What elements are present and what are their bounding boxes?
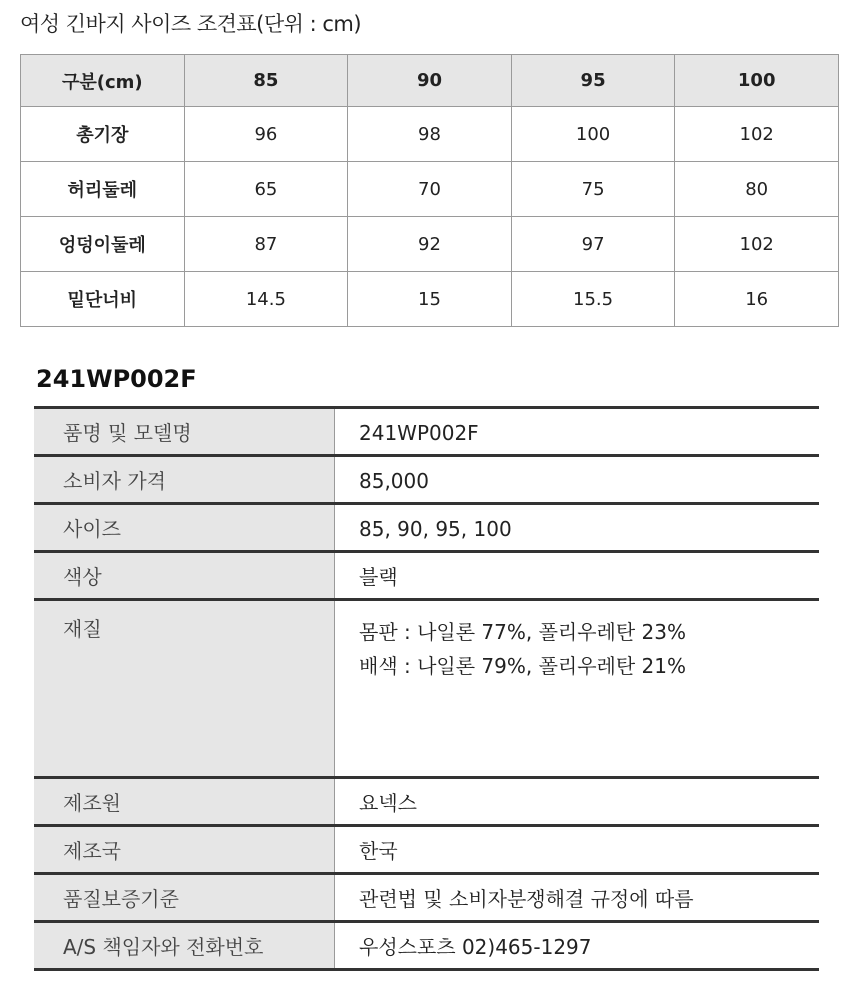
table-cell: 92	[348, 217, 512, 272]
spec-label: 제조원	[34, 779, 335, 824]
spec-value: 요넥스	[359, 791, 417, 815]
model-heading: 241WP002F	[36, 365, 197, 393]
table-row	[21, 107, 839, 162]
table-cell: 15.5	[511, 272, 675, 327]
table-row	[21, 272, 839, 327]
table-cell: 97	[511, 217, 675, 272]
table-cell: 70	[348, 162, 512, 217]
spec-row-size	[34, 502, 819, 550]
table-cell: 102	[675, 217, 839, 272]
table-row	[21, 162, 839, 217]
spec-row-as-contact	[34, 920, 819, 971]
spec-value	[335, 601, 819, 776]
row-label-total-length: 총기장	[21, 107, 185, 162]
header-cell-85: 85	[184, 55, 348, 107]
spec-row-price	[34, 454, 819, 502]
spec-row-country	[34, 824, 819, 872]
spec-label: 소비자 가격	[34, 457, 335, 502]
size-chart-table	[20, 54, 839, 327]
header-cell-95: 95	[511, 55, 675, 107]
material-line-body: 몸판 : 나일론 77%, 폴리우레탄 23%	[359, 620, 686, 644]
table-cell: 65	[184, 162, 348, 217]
table-row	[21, 217, 839, 272]
row-label-hip: 엉덩이둘레	[21, 217, 185, 272]
spec-row-model	[34, 406, 819, 454]
spec-label: 색상	[34, 553, 335, 598]
spec-label: 품질보증기준	[34, 875, 335, 920]
header-cell-90: 90	[348, 55, 512, 107]
table-cell: 96	[184, 107, 348, 162]
header-cell-category: 구분(cm)	[21, 55, 185, 107]
spec-label: A/S 책임자와 전화번호	[34, 923, 335, 968]
table-cell: 98	[348, 107, 512, 162]
table-cell: 15	[348, 272, 512, 327]
spec-row-warranty	[34, 872, 819, 920]
table-cell: 102	[675, 107, 839, 162]
table-cell: 100	[511, 107, 675, 162]
spec-label: 재질	[34, 601, 335, 776]
table-cell: 16	[675, 272, 839, 327]
spec-value: 한국	[359, 839, 398, 863]
material-line-trim: 배색 : 나일론 79%, 폴리우레탄 21%	[359, 654, 686, 678]
spec-value: 85, 90, 95, 100	[359, 517, 512, 541]
spec-label: 제조국	[34, 827, 335, 872]
spec-value: 241WP002F	[359, 421, 479, 445]
size-chart-title: 여성 긴바지 사이즈 조견표(단위 : cm)	[20, 12, 362, 36]
row-label-hem-width: 밑단너비	[21, 272, 185, 327]
table-cell: 75	[511, 162, 675, 217]
product-spec-table	[34, 406, 819, 971]
spec-row-material	[34, 598, 819, 776]
spec-value: 관련법 및 소비자분쟁해결 규정에 따름	[359, 887, 694, 911]
spec-value: 블랙	[359, 565, 398, 589]
table-cell: 87	[184, 217, 348, 272]
spec-value: 우성스포츠 02)465-1297	[359, 935, 592, 959]
spec-row-manufacturer	[34, 776, 819, 824]
size-chart-header-row	[21, 55, 839, 107]
row-label-waist: 허리둘레	[21, 162, 185, 217]
table-cell: 14.5	[184, 272, 348, 327]
spec-label: 품명 및 모델명	[34, 409, 335, 454]
spec-value: 85,000	[359, 469, 429, 493]
table-cell: 80	[675, 162, 839, 217]
spec-row-color	[34, 550, 819, 598]
header-cell-100: 100	[675, 55, 839, 107]
spec-label: 사이즈	[34, 505, 335, 550]
